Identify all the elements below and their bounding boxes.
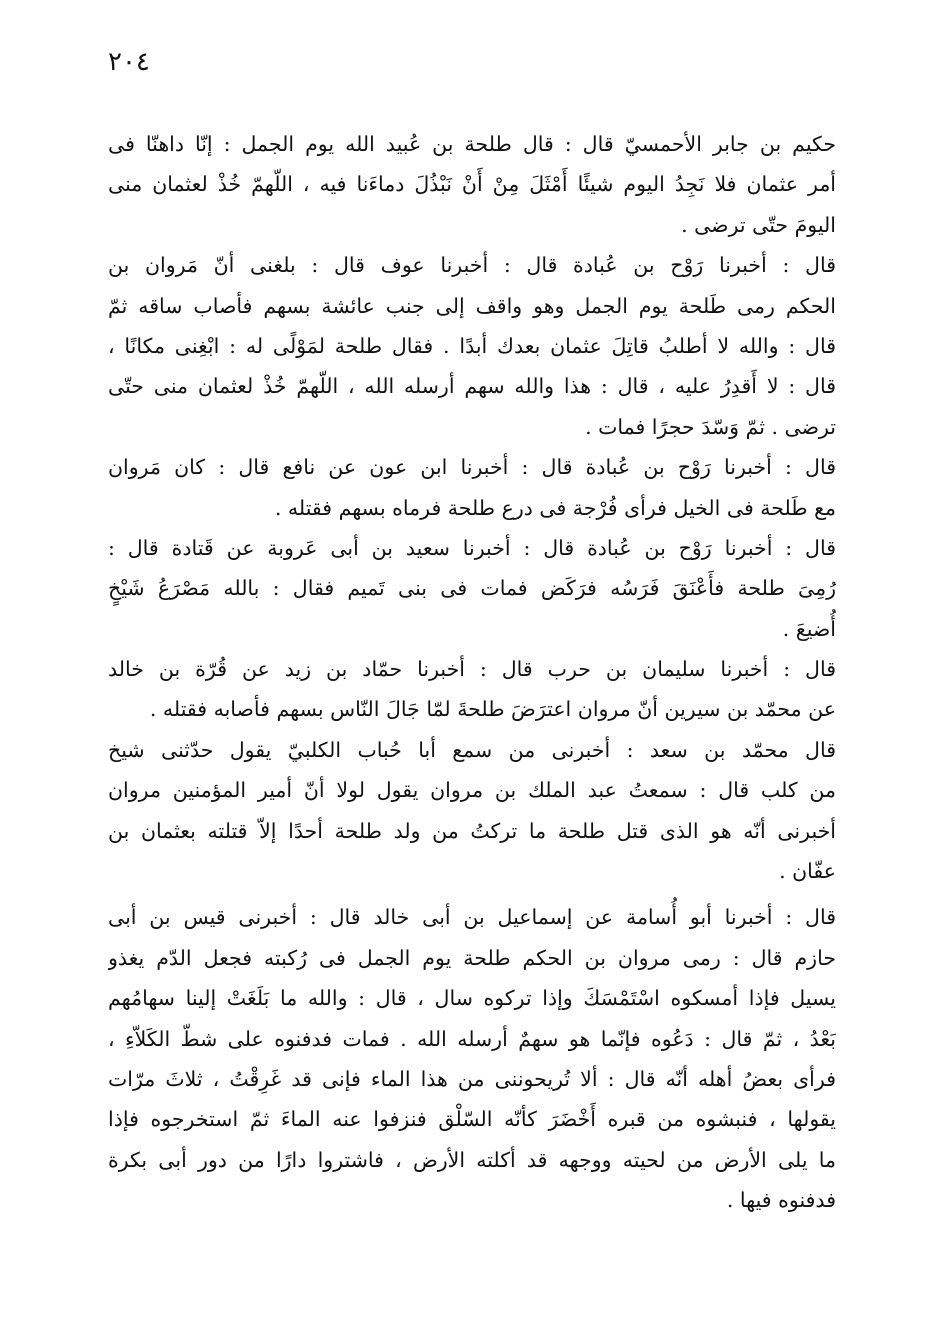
text-line: أخبرنى أنّه هو الذى قتل طلحة ما تركتُ من ولد طلحة أحدًا إلاّ قتلته بعثمان بن xyxy=(108,818,836,843)
text-line: قال : أخبرنا أبو أُسامة عن إسماعيل بن أبى خالد قال : أخبرنى قيس بن أبى xyxy=(108,905,836,930)
text-line: فدفنوه فيها . xyxy=(726,1188,836,1213)
text-line: قال : أخبرنا رَوْح بن عُبادة قال : أخبرنا عوف قال : بلغنى أنّ مَروان بن xyxy=(108,253,836,278)
text-line: يقولها ، فنبشوه من قبره أَخْضَرَ كأنّه السّلْق فنزفوا عنه الماءَ ثمّ استخرجوه فإذا xyxy=(108,1107,836,1132)
text-line: قال : أخبرنا رَوْح بن عُبادة قال : أخبرنا ابن عون عن نافع قال : كان مَروان xyxy=(108,455,836,480)
text-line: قال : أخبرنا رَوْح بن عُبادة قال : أخبرنا سعيد بن أبى عَروبة عن قَتادة قال : xyxy=(108,535,836,560)
text-body xyxy=(108,124,836,1221)
text-line: أمر عثمان فلا نَجِدُ اليوم شيئًا أَمْثَلَ مِنْ أَنْ نَبْذُلَ دماءَنا فيه ، اللّهمّ خُذْ لعثمان منى xyxy=(108,172,836,197)
paragraph xyxy=(108,528,836,649)
page-number: ٢٠٤ xyxy=(108,47,150,77)
text-line: الحكم رمى طَلحة يوم الجمل وهو واقف إلى جنب عائشة بسهم فأصاب ساقه ثمّ xyxy=(108,293,836,318)
text-line: قال : أخبرنا سليمان بن حرب قال : أخبرنا حمّاد بن زيد عن قُرّة بن خالد xyxy=(108,657,836,682)
text-line: حازم قال : رمى مروان بن الحكم طلحة يوم الجمل فى رُكبته فجعل الدّم يغذو xyxy=(108,945,836,970)
paragraph xyxy=(108,124,836,245)
text-line: أُضيعَ . xyxy=(782,616,836,641)
text-line: حكيم بن جابر الأحمسيّ قال : قال طلحة بن عُبيد الله يوم الجمل : إنّا داهنّا فى xyxy=(108,132,836,156)
paragraph xyxy=(108,897,836,1220)
text-line: رُمِىَ طلحة فأَعْنَقَ فَرَسُه فرَكَض فمات فى بنى تَميم فقال : بالله مَصْرَعُ شَيْخٍ xyxy=(108,576,836,601)
text-line: من كلب قال : سمعتُ عبد الملك بن مروان يقول لولا أنّ أمير المؤمنين مروان xyxy=(108,778,836,803)
text-line: ما يلى الأرض من لحيته ووجهه قد أكلته الأرض ، فاشتروا دارًا من دور أبى بكرة xyxy=(108,1147,836,1172)
text-line: قال : والله لا أطلبُ قاتِلَ عثمان بعدك أبدًا . فقال طلحة لمَوْلًى له : ابْغِنى مكانًا ، xyxy=(108,333,836,358)
text-line: فرأى بعضُ أهله أنّه قال : ألا تُريحوننى من هذا الماء فإنى قد غَرِقْتُ ، ثلاثَ مرّات xyxy=(108,1066,836,1091)
paragraph xyxy=(108,245,836,447)
paragraph xyxy=(108,447,836,528)
paragraph xyxy=(108,730,836,892)
text-line: قال : لا أَقدِرُ عليه ، قال : هذا والله سهم أرسله الله ، اللّهمّ خُذْ لعثمان منى حتّى xyxy=(108,374,836,399)
text-line: قال محمّد بن سعد : أخبرنى من سمع أبا حُباب الكلبيّ يقول حدّثنى شيخ xyxy=(108,737,836,762)
text-line: يسيل فإذا أمسكوه اسْتَمْسَكَ وإذا تركوه سال ، قال : والله ما بَلَغَتْ إلينا سهامُهم xyxy=(108,986,836,1011)
text-line: بَعْدُ ، ثمّ قال : دَعُوه فإنّما هو سهمٌ أرسله الله . فمات فدفنوه على شطّ الكَلاّءِ ، xyxy=(108,1026,836,1051)
text-line: عفّان . xyxy=(779,859,836,884)
text-line: اليومَ حتّى ترضى . xyxy=(681,212,836,237)
text-line: ترضى . ثمّ وَسّدَ حجرًا فمات . xyxy=(585,414,836,439)
paragraph xyxy=(108,649,836,730)
text-line: مع طَلحة فى الخيل فرأى فُرْجة فى درع طلحة فرماه بسهم فقتله . xyxy=(274,495,836,520)
text-line: عن محمّد بن سيرين أنّ مروان اعترَضَ طلحةَ لمّا جَالَ النّاس بسهم فأصابه فقتله . xyxy=(149,697,836,722)
